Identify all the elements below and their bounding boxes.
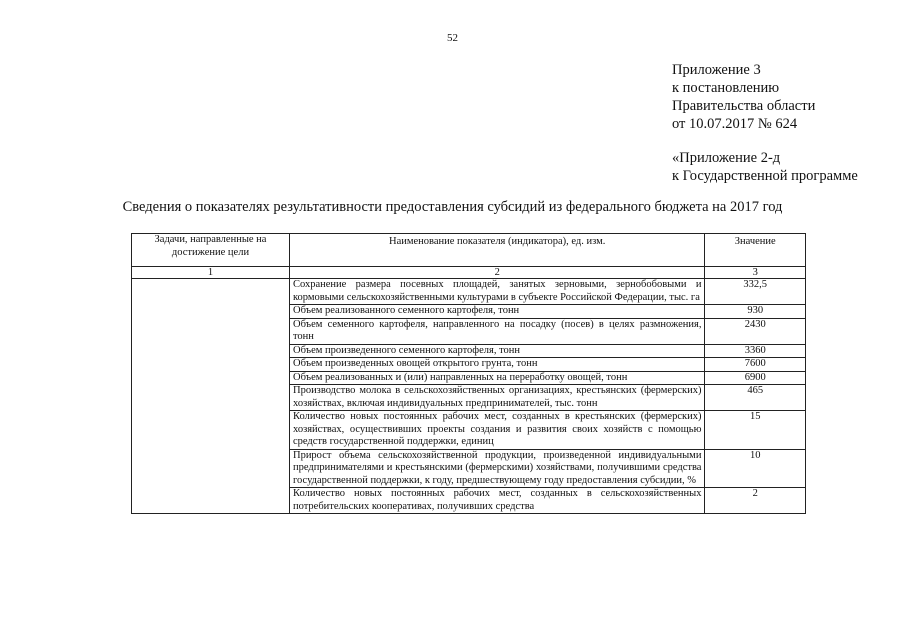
value-cell: 930: [705, 305, 806, 319]
program-line: «Приложение 2-д: [672, 150, 781, 166]
header-value: Значение: [705, 234, 806, 267]
indicator-cell: Объем семенного картофеля, направленного на посадку (посев) в целях размножения, тонн: [289, 318, 704, 344]
header-indicator: Наименование показателя (индикатора), ед. изм.: [289, 234, 704, 267]
column-number: 1: [132, 267, 290, 279]
appendix-line: к постановлению: [672, 80, 780, 96]
column-number: 2: [289, 267, 704, 279]
value-cell: 2: [705, 488, 806, 514]
indicator-cell: Объем произведенных овощей открытого грунта, тонн: [289, 358, 704, 372]
indicator-cell: Объем произведенного семенного картофеля, тонн: [289, 344, 704, 358]
indicator-cell: Количество новых постоянных рабочих мест, созданных в крестьянских (фермерских) хозяйствах, осуществивших проекты создания и развития своих хозяйств с помощью средств государственной поддержки, единиц: [289, 411, 704, 450]
header-tasks: Задачи, направленные на достижение цели: [132, 234, 290, 267]
indicator-cell: Производство молока в сельскохозяйственных организациях, крестьянских (фермерских) хозяйствах, включая индивидуальных предпринимателей, тыс. тонн: [289, 385, 704, 411]
indicators-table: [131, 233, 806, 514]
column-numbers-row: [132, 267, 806, 279]
indicator-cell: Объем реализованных и (или) направленных на переработку овощей, тонн: [289, 371, 704, 385]
appendix-line: Правительства области: [672, 98, 816, 114]
value-cell: 6900: [705, 371, 806, 385]
table-row: [132, 279, 806, 305]
value-cell: 10: [705, 449, 806, 488]
value-cell: 465: [705, 385, 806, 411]
indicator-cell: Объем реализованного семенного картофеля, тонн: [289, 305, 704, 319]
appendix-line: от 10.07.2017 № 624: [672, 116, 798, 132]
indicator-cell: Сохранение размера посевных площадей, занятых зерновыми, зернобобовыми и кормовыми сельскохозяйственными культурами в субъекте Российской Федерации, тыс. га: [289, 279, 704, 305]
program-line: к Государственной программе: [672, 168, 858, 184]
value-cell: 15: [705, 411, 806, 450]
program-reference: [672, 149, 858, 185]
document-title: Сведения о показателях результативности предоставления субсидий из федерального бюджета на 2017 год: [122, 199, 783, 215]
indicator-cell: Прирост объема сельскохозяйственной продукции, произведенной индивидуальными предпринимателями и крестьянскими (фермерскими) хозяйствами, получившими средства государственной поддержки, к году, предшествующему году предоставления субсидии, %: [289, 449, 704, 488]
indicator-cell: Количество новых постоянных рабочих мест, созданных в сельскохозяйственных потребительских кооперативах, получивших средства: [289, 488, 704, 514]
table-header-row: [132, 234, 806, 267]
value-cell: 7600: [705, 358, 806, 372]
value-cell: 332,5: [705, 279, 806, 305]
column-number: 3: [705, 267, 806, 279]
page-number: 52: [447, 32, 458, 44]
appendix-heading: [672, 61, 815, 133]
appendix-line: Приложение 3: [672, 62, 761, 78]
value-cell: 3360: [705, 344, 806, 358]
tasks-cell: [132, 279, 290, 514]
value-cell: 2430: [705, 318, 806, 344]
